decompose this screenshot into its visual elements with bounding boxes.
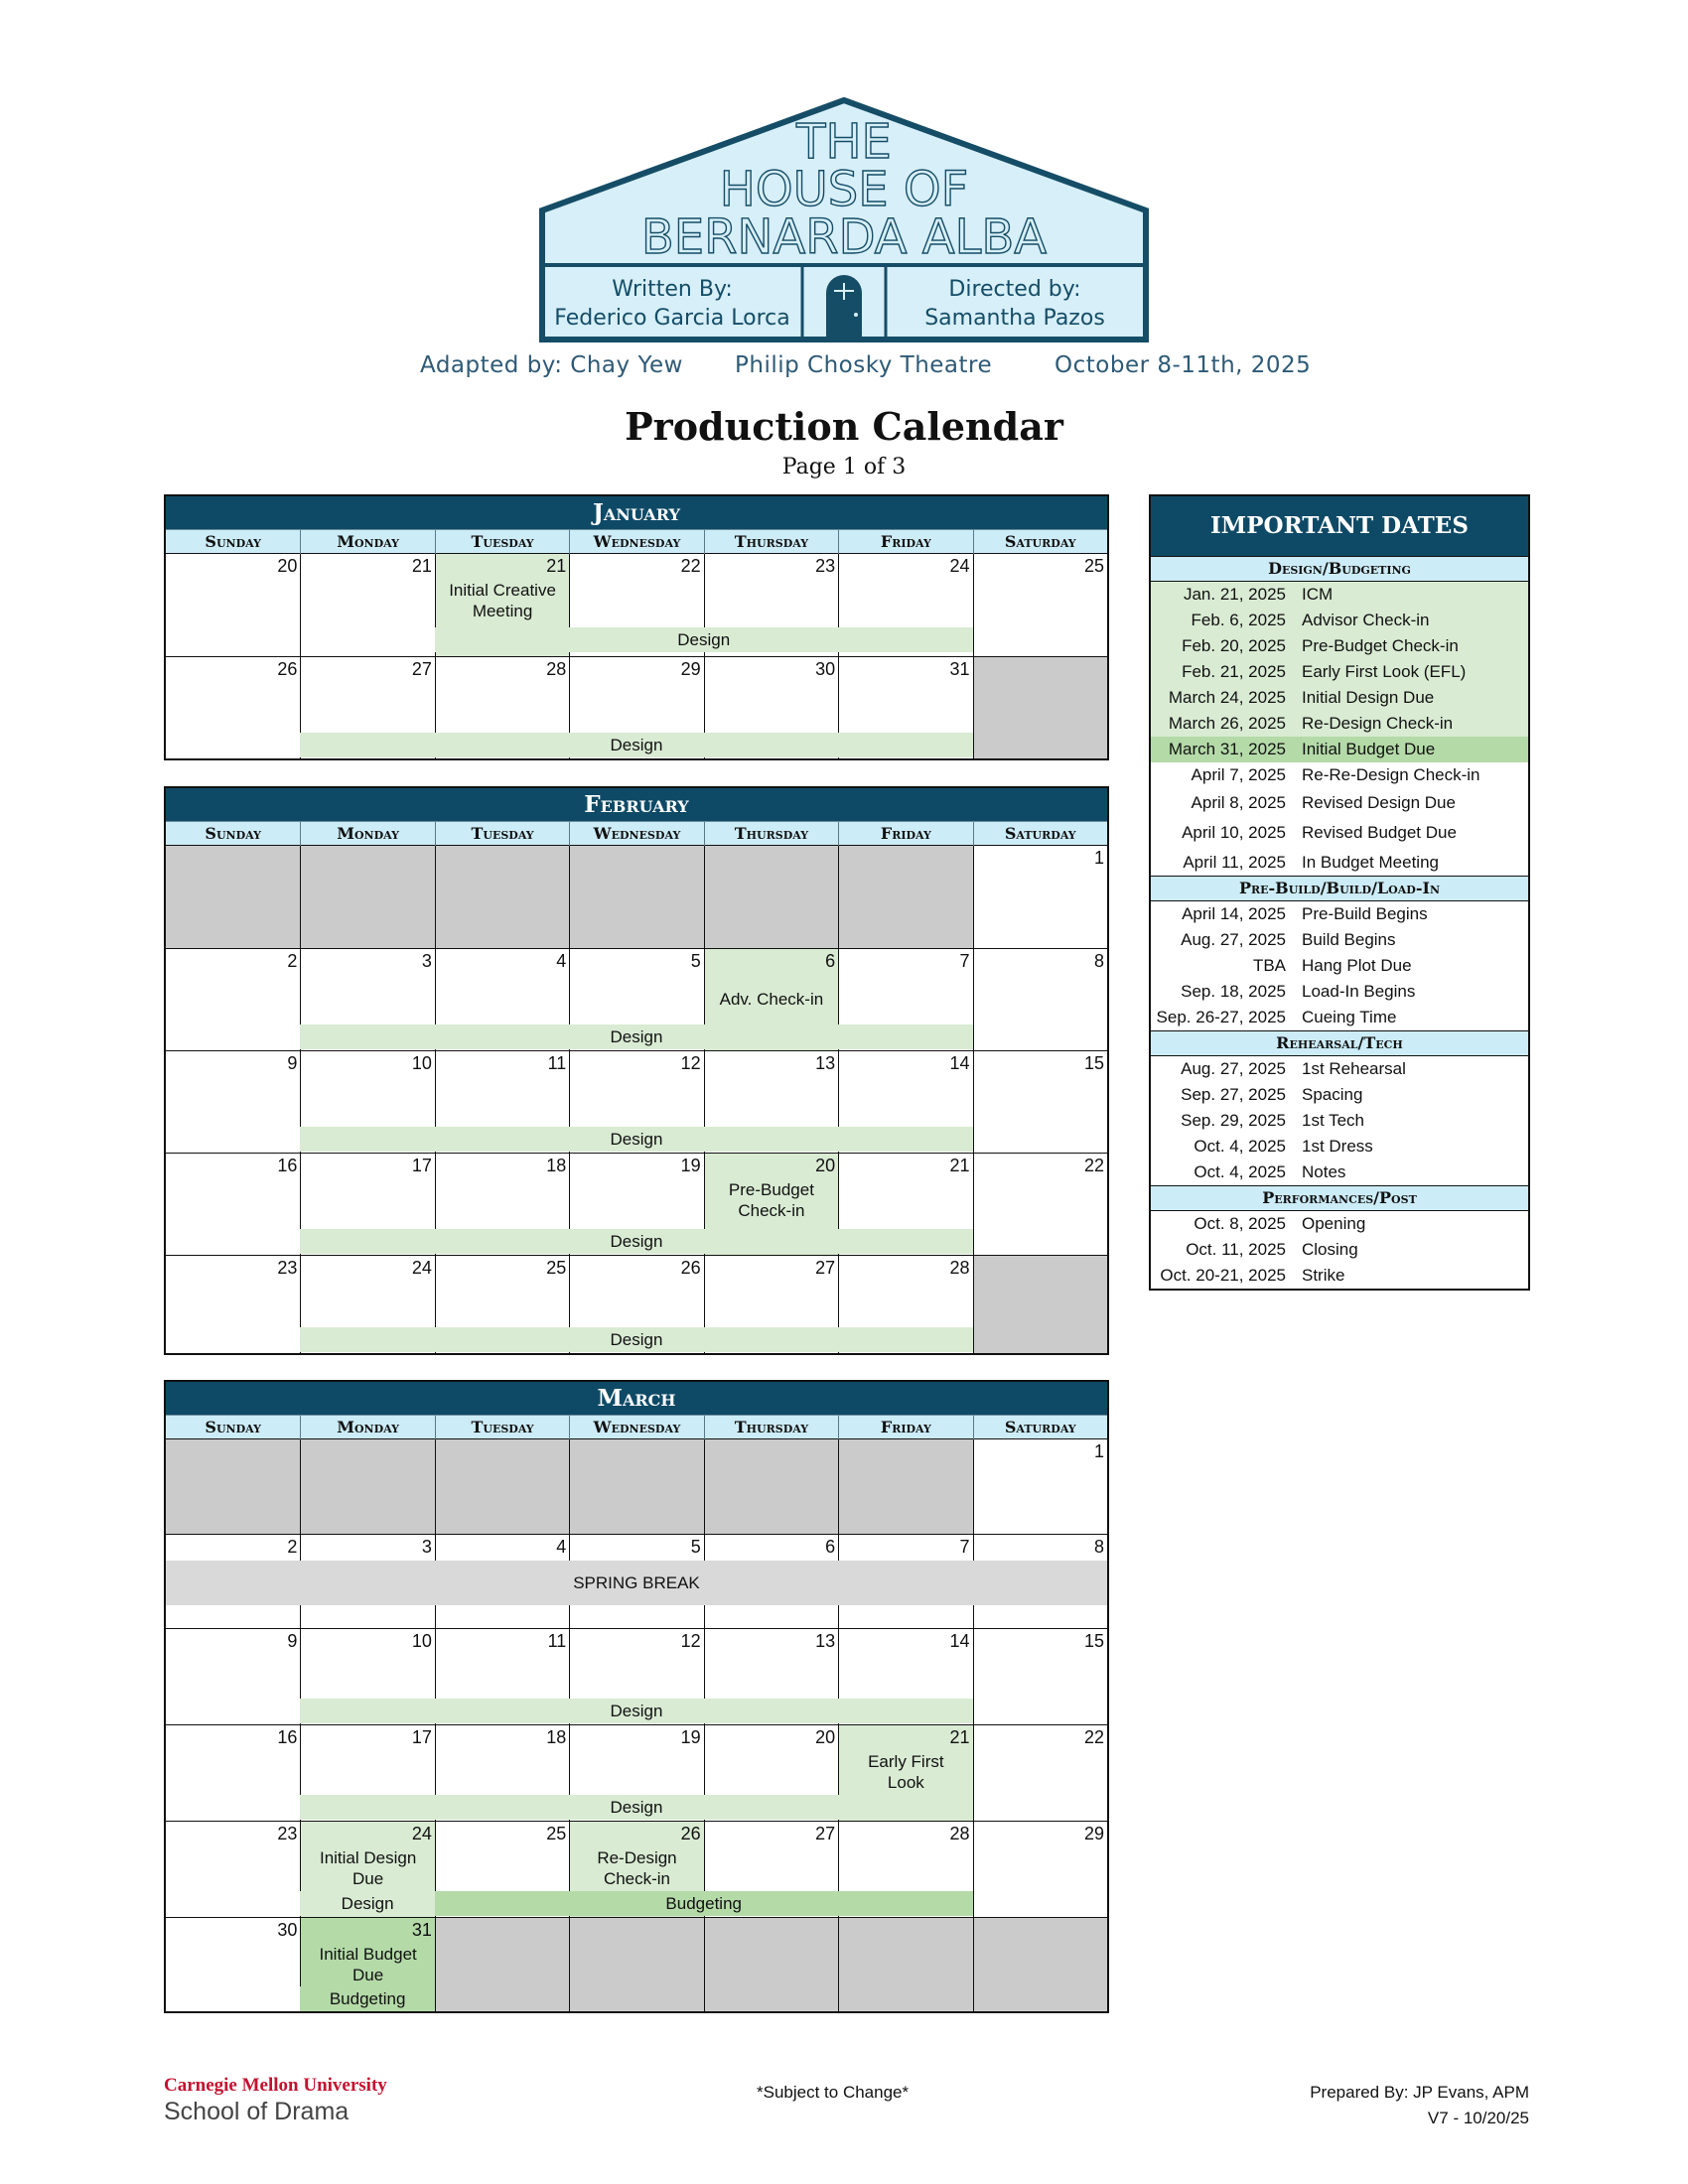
weekday-header bbox=[166, 821, 1107, 846]
row-event: Advisor Check-in bbox=[1302, 611, 1430, 629]
day-cell[interactable] bbox=[973, 554, 1107, 656]
blank-day-cell bbox=[300, 846, 434, 948]
blank-day-cell bbox=[973, 1918, 1107, 2011]
design-band: Design bbox=[300, 1699, 972, 1723]
row-event: 1st Tech bbox=[1302, 1111, 1365, 1130]
date-number: 3 bbox=[421, 951, 432, 971]
date-number: 31 bbox=[411, 1920, 432, 1940]
date-number: 10 bbox=[411, 1631, 432, 1651]
logo-title-line-3: BERNARDA ALBA bbox=[640, 209, 1048, 265]
design-band: Design bbox=[300, 1127, 972, 1152]
date-number: 1 bbox=[1093, 1441, 1104, 1461]
week-row bbox=[166, 1255, 1107, 1353]
day-monday: Monday bbox=[300, 530, 434, 554]
date-row bbox=[1151, 1056, 1528, 1082]
date-row bbox=[1151, 1108, 1528, 1134]
subject-to-change-note: *Subject to Change* bbox=[757, 2083, 910, 2102]
important-dates-panel bbox=[1149, 494, 1530, 1291]
row-date: March 24, 2025 bbox=[1168, 688, 1286, 707]
date-number: 15 bbox=[1083, 1631, 1104, 1651]
design-band: Design bbox=[435, 627, 973, 652]
row-date: April 7, 2025 bbox=[1191, 765, 1286, 784]
row-event: Initial Budget Due bbox=[1302, 740, 1436, 758]
row-date: March 26, 2025 bbox=[1168, 714, 1286, 733]
weekday-header bbox=[166, 1415, 1107, 1439]
row-event: Hang Plot Due bbox=[1302, 956, 1412, 975]
day-wednesday: Wednesday bbox=[569, 1416, 703, 1439]
row-event: Revised Budget Due bbox=[1302, 823, 1457, 842]
day-cell[interactable] bbox=[166, 1918, 300, 2011]
date-row bbox=[1151, 850, 1528, 876]
day-cell[interactable] bbox=[166, 657, 300, 758]
date-number: 20 bbox=[815, 1156, 836, 1175]
date-row bbox=[1151, 927, 1528, 953]
date-number: 21 bbox=[546, 556, 567, 576]
day-wednesday: Wednesday bbox=[569, 822, 703, 846]
row-event: In Budget Meeting bbox=[1302, 853, 1439, 872]
day-tuesday: Tuesday bbox=[435, 530, 569, 554]
date-number: 9 bbox=[287, 1631, 298, 1651]
date-number: 12 bbox=[680, 1053, 701, 1073]
row-event: Load-In Begins bbox=[1302, 982, 1416, 1001]
blank-day-cell bbox=[435, 1918, 569, 2011]
week-row bbox=[166, 1724, 1107, 1821]
day-cell[interactable] bbox=[166, 1725, 300, 1821]
date-number: 25 bbox=[1083, 556, 1104, 576]
day-friday: Friday bbox=[838, 822, 972, 846]
event-label: Adv. Check-in bbox=[719, 990, 824, 1009]
important-dates-title: IMPORTANT DATES bbox=[1151, 496, 1528, 556]
date-number: 27 bbox=[815, 1824, 836, 1843]
date-number: 5 bbox=[690, 951, 701, 971]
row-date: April 14, 2025 bbox=[1182, 904, 1286, 923]
day-cell[interactable] bbox=[166, 554, 300, 656]
row-date: Oct. 4, 2025 bbox=[1194, 1137, 1286, 1156]
school-name: School of Drama bbox=[164, 2098, 350, 2125]
date-number: 22 bbox=[1083, 1156, 1104, 1175]
date-number: 17 bbox=[411, 1727, 432, 1747]
date-number: 2 bbox=[287, 951, 298, 971]
date-number: 28 bbox=[546, 659, 567, 679]
blank-day-cell bbox=[838, 1918, 972, 2011]
date-number: 9 bbox=[287, 1053, 298, 1073]
row-event: Strike bbox=[1302, 1266, 1345, 1285]
row-event: Revised Design Due bbox=[1302, 793, 1456, 812]
row-event: Cueing Time bbox=[1302, 1008, 1397, 1026]
date-number: 6 bbox=[825, 951, 836, 971]
row-date: Jan. 21, 2025 bbox=[1183, 585, 1286, 604]
date-row bbox=[1151, 1005, 1528, 1030]
date-number: 8 bbox=[1093, 951, 1104, 971]
week-row bbox=[166, 554, 1107, 656]
date-row bbox=[1151, 820, 1528, 850]
row-event: Pre-Budget Check-in bbox=[1302, 636, 1459, 655]
section-rehearsal-tech: Rehearsal/Tech bbox=[1151, 1030, 1528, 1056]
date-row bbox=[1151, 685, 1528, 711]
date-number: 21 bbox=[949, 1727, 970, 1747]
date-number: 7 bbox=[959, 951, 970, 971]
date-number: 4 bbox=[556, 1537, 567, 1557]
week-row bbox=[166, 1628, 1107, 1724]
section-performances-post: Performances/Post bbox=[1151, 1185, 1528, 1211]
date-number: 22 bbox=[1083, 1727, 1104, 1747]
date-number: 15 bbox=[1083, 1053, 1104, 1073]
event-label: Initial Design Due bbox=[319, 1848, 417, 1888]
date-number: 21 bbox=[411, 556, 432, 576]
row-date: Feb. 21, 2025 bbox=[1182, 662, 1286, 681]
date-number: 13 bbox=[815, 1631, 836, 1651]
blank-day-cell bbox=[166, 1439, 300, 1534]
row-date: Oct. 11, 2025 bbox=[1186, 1240, 1286, 1259]
budgeting-band: Budgeting bbox=[300, 1986, 434, 2011]
event-label: Pre-Budget Check-in bbox=[728, 1180, 814, 1220]
month-title: January bbox=[166, 496, 1107, 529]
section-pre-build: Pre-Build/Build/Load-In bbox=[1151, 876, 1528, 901]
day-thursday: Thursday bbox=[704, 822, 838, 846]
day-cell[interactable] bbox=[973, 1439, 1107, 1534]
logo-title-line-2: HOUSE OF bbox=[719, 162, 969, 217]
day-tuesday: Tuesday bbox=[435, 1416, 569, 1439]
row-date: Sep. 29, 2025 bbox=[1181, 1111, 1286, 1130]
blank-day-cell bbox=[973, 1256, 1107, 1353]
date-number: 7 bbox=[959, 1537, 970, 1557]
date-number: 2 bbox=[287, 1537, 298, 1557]
month-march bbox=[164, 1380, 1109, 2013]
row-event: Spacing bbox=[1302, 1085, 1363, 1104]
day-monday: Monday bbox=[300, 822, 434, 846]
design-band: Design bbox=[300, 1327, 972, 1352]
week-row bbox=[166, 846, 1107, 948]
date-number: 20 bbox=[277, 556, 298, 576]
day-cell[interactable] bbox=[166, 1256, 300, 1353]
day-sunday: Sunday bbox=[205, 532, 261, 551]
section-design-budgeting: Design/Budgeting bbox=[1151, 556, 1528, 582]
venue: Philip Chosky Theatre bbox=[735, 352, 993, 378]
design-band: Design bbox=[300, 1024, 972, 1049]
month-title: February bbox=[166, 788, 1107, 821]
day-thursday: Thursday bbox=[704, 530, 838, 554]
day-cell[interactable] bbox=[973, 949, 1107, 1050]
blank-day-cell bbox=[704, 1439, 838, 1534]
date-row bbox=[1151, 711, 1528, 737]
date-row bbox=[1151, 1134, 1528, 1160]
date-number: 11 bbox=[547, 1631, 567, 1651]
date-number: 25 bbox=[546, 1824, 567, 1843]
row-event: Early First Look (EFL) bbox=[1302, 662, 1467, 681]
date-number: 23 bbox=[277, 1824, 298, 1843]
event-label: Initial Creative Meeting bbox=[449, 581, 556, 620]
blank-day-cell bbox=[435, 1439, 569, 1534]
directed-by-label: Directed by: bbox=[948, 277, 1081, 302]
row-event: Closing bbox=[1302, 1240, 1358, 1259]
date-number: 14 bbox=[949, 1053, 970, 1073]
date-number: 18 bbox=[546, 1727, 567, 1747]
week-row bbox=[166, 948, 1107, 1050]
date-number: 22 bbox=[680, 556, 701, 576]
blank-day-cell bbox=[704, 1918, 838, 2011]
date-row bbox=[1151, 901, 1528, 927]
date-number: 27 bbox=[411, 659, 432, 679]
show-logo bbox=[536, 94, 1152, 342]
date-number: 23 bbox=[277, 1258, 298, 1278]
day-cell[interactable] bbox=[973, 1154, 1107, 1255]
day-cell[interactable] bbox=[166, 1051, 300, 1153]
weekday-header bbox=[166, 529, 1107, 554]
row-date: Sep. 26-27, 2025 bbox=[1156, 1008, 1286, 1026]
date-row bbox=[1151, 1082, 1528, 1108]
date-row bbox=[1151, 1160, 1528, 1185]
day-tuesday: Tuesday bbox=[435, 822, 569, 846]
date-number: 24 bbox=[949, 556, 970, 576]
director-name: Samantha Pazos bbox=[924, 306, 1105, 331]
row-date: Feb. 20, 2025 bbox=[1182, 636, 1286, 655]
date-number: 19 bbox=[680, 1156, 701, 1175]
row-date: Sep. 27, 2025 bbox=[1181, 1085, 1286, 1104]
day-cell[interactable] bbox=[166, 1629, 300, 1724]
date-row bbox=[1151, 633, 1528, 659]
day-wednesday: Wednesday bbox=[569, 530, 703, 554]
date-number: 8 bbox=[1093, 1537, 1104, 1557]
day-saturday: Saturday bbox=[973, 530, 1107, 554]
day-cell[interactable] bbox=[166, 1154, 300, 1255]
blank-day-cell bbox=[166, 846, 300, 948]
blank-day-cell bbox=[704, 846, 838, 948]
week-row bbox=[166, 656, 1107, 758]
date-number: 31 bbox=[949, 659, 970, 679]
page-number: Page 1 of 3 bbox=[781, 455, 907, 479]
row-date: TBA bbox=[1252, 956, 1286, 975]
row-date: March 31, 2025 bbox=[1168, 740, 1286, 758]
show-dates: October 8-11th, 2025 bbox=[1055, 352, 1312, 378]
row-event: Re-Design Check-in bbox=[1302, 714, 1454, 733]
date-row bbox=[1151, 737, 1528, 762]
design-band: Design bbox=[300, 733, 972, 757]
row-event: ICM bbox=[1302, 585, 1334, 604]
row-event: Re-Re-Design Check-in bbox=[1302, 765, 1480, 784]
date-number: 11 bbox=[547, 1053, 567, 1073]
design-band: Design bbox=[300, 1229, 972, 1254]
date-number: 25 bbox=[546, 1258, 567, 1278]
date-number: 29 bbox=[680, 659, 701, 679]
blank-day-cell bbox=[569, 1439, 703, 1534]
row-date: April 8, 2025 bbox=[1191, 793, 1286, 812]
date-number: 20 bbox=[815, 1727, 836, 1747]
event-label: Early First Look bbox=[868, 1752, 944, 1792]
row-date: Sep. 18, 2025 bbox=[1181, 982, 1286, 1001]
week-row bbox=[166, 1917, 1107, 2011]
row-date: Oct. 4, 2025 bbox=[1194, 1162, 1286, 1181]
spring-break-band: SPRING BREAK bbox=[166, 1561, 1107, 1605]
door-icon bbox=[826, 275, 862, 340]
week-row bbox=[166, 1153, 1107, 1255]
logo-title-line-1: THE bbox=[796, 114, 892, 170]
blank-day-cell bbox=[569, 846, 703, 948]
day-cell[interactable] bbox=[973, 1822, 1107, 1917]
date-row bbox=[1151, 953, 1528, 979]
date-number: 3 bbox=[421, 1537, 432, 1557]
date-number: 1 bbox=[1093, 848, 1104, 868]
date-number: 13 bbox=[815, 1053, 836, 1073]
date-number: 18 bbox=[546, 1156, 567, 1175]
date-row bbox=[1151, 979, 1528, 1005]
date-row bbox=[1151, 608, 1528, 633]
day-friday: Friday bbox=[838, 1416, 972, 1439]
written-by-label: Written By: bbox=[612, 277, 733, 302]
date-row bbox=[1151, 790, 1528, 820]
date-row bbox=[1151, 1211, 1528, 1237]
date-number: 17 bbox=[411, 1156, 432, 1175]
blank-day-cell bbox=[838, 1439, 972, 1534]
date-row bbox=[1151, 659, 1528, 685]
date-number: 26 bbox=[680, 1824, 701, 1843]
blank-day-cell bbox=[838, 846, 972, 948]
month-february bbox=[164, 786, 1109, 1355]
row-date: Aug. 27, 2025 bbox=[1181, 930, 1286, 949]
blank-day-cell bbox=[435, 846, 569, 948]
row-date: April 11, 2025 bbox=[1183, 853, 1286, 872]
row-date: Oct. 8, 2025 bbox=[1194, 1214, 1286, 1233]
day-thursday: Thursday bbox=[704, 1416, 838, 1439]
day-sunday: Sunday bbox=[205, 1418, 261, 1436]
date-number: 14 bbox=[949, 1631, 970, 1651]
day-cell[interactable] bbox=[973, 846, 1107, 948]
date-number: 30 bbox=[277, 1920, 298, 1940]
prepared-by: Prepared By: JP Evans, APM bbox=[1310, 2083, 1529, 2102]
date-number: 16 bbox=[277, 1727, 298, 1747]
row-event: 1st Rehearsal bbox=[1302, 1059, 1406, 1078]
week-row bbox=[166, 1050, 1107, 1153]
row-event: Initial Design Due bbox=[1302, 688, 1435, 707]
blank-day-cell bbox=[300, 1439, 434, 1534]
day-cell[interactable] bbox=[166, 1822, 300, 1917]
day-sunday: Sunday bbox=[205, 824, 261, 843]
event-label: Re-Design Check-in bbox=[597, 1848, 677, 1888]
row-date: Feb. 6, 2025 bbox=[1191, 611, 1286, 629]
page-title: Production Calendar bbox=[625, 404, 1063, 449]
row-event: Notes bbox=[1302, 1162, 1346, 1181]
row-date: Oct. 20-21, 2025 bbox=[1160, 1266, 1286, 1285]
day-saturday: Saturday bbox=[973, 822, 1107, 846]
week-row bbox=[166, 1534, 1107, 1628]
event-label: Initial Budget Due bbox=[319, 1945, 417, 1984]
date-number: 29 bbox=[1083, 1824, 1104, 1843]
day-cell[interactable] bbox=[973, 1629, 1107, 1724]
month-january bbox=[164, 494, 1109, 760]
date-number: 28 bbox=[949, 1258, 970, 1278]
date-number: 16 bbox=[277, 1156, 298, 1175]
day-cell[interactable] bbox=[166, 949, 300, 1050]
day-cell[interactable] bbox=[973, 1051, 1107, 1153]
date-number: 4 bbox=[556, 951, 567, 971]
week-row bbox=[166, 1439, 1107, 1534]
date-number: 21 bbox=[949, 1156, 970, 1175]
date-number: 5 bbox=[690, 1537, 701, 1557]
author-name: Federico Garcia Lorca bbox=[554, 306, 790, 331]
row-event: Pre-Build Begins bbox=[1302, 904, 1428, 923]
row-event: Opening bbox=[1302, 1214, 1366, 1233]
blank-day-cell bbox=[569, 1918, 703, 2011]
date-number: 27 bbox=[815, 1258, 836, 1278]
date-number: 12 bbox=[680, 1631, 701, 1651]
adapted-by: Adapted by: Chay Yew bbox=[420, 352, 683, 378]
date-number: 23 bbox=[815, 556, 836, 576]
date-row bbox=[1151, 1263, 1528, 1289]
version: V7 - 10/20/25 bbox=[1427, 2109, 1529, 2127]
university-logo: Carnegie Mellon University bbox=[164, 2075, 387, 2096]
month-title: March bbox=[166, 1382, 1107, 1415]
day-cell[interactable] bbox=[973, 1725, 1107, 1821]
date-number: 28 bbox=[949, 1824, 970, 1843]
date-number: 30 bbox=[815, 659, 836, 679]
blank-day-cell bbox=[973, 657, 1107, 758]
date-row bbox=[1151, 1237, 1528, 1263]
day-cell[interactable] bbox=[300, 554, 434, 656]
date-number: 10 bbox=[411, 1053, 432, 1073]
day-saturday: Saturday bbox=[973, 1416, 1107, 1439]
date-number: 26 bbox=[277, 659, 298, 679]
row-event: 1st Dress bbox=[1302, 1137, 1373, 1156]
date-number: 19 bbox=[680, 1727, 701, 1747]
date-number: 24 bbox=[411, 1258, 432, 1278]
date-number: 24 bbox=[411, 1824, 432, 1843]
budgeting-band: Budgeting bbox=[435, 1891, 973, 1916]
date-number: 6 bbox=[825, 1537, 836, 1557]
date-row bbox=[1151, 762, 1528, 790]
design-band: Design bbox=[300, 1891, 434, 1916]
day-friday: Friday bbox=[838, 530, 972, 554]
row-date: Aug. 27, 2025 bbox=[1181, 1059, 1286, 1078]
week-row bbox=[166, 1821, 1107, 1917]
row-date: April 10, 2025 bbox=[1182, 823, 1286, 842]
date-row bbox=[1151, 582, 1528, 608]
row-event: Build Begins bbox=[1302, 930, 1396, 949]
date-number: 26 bbox=[680, 1258, 701, 1278]
design-band: Design bbox=[300, 1795, 972, 1820]
day-monday: Monday bbox=[300, 1416, 434, 1439]
